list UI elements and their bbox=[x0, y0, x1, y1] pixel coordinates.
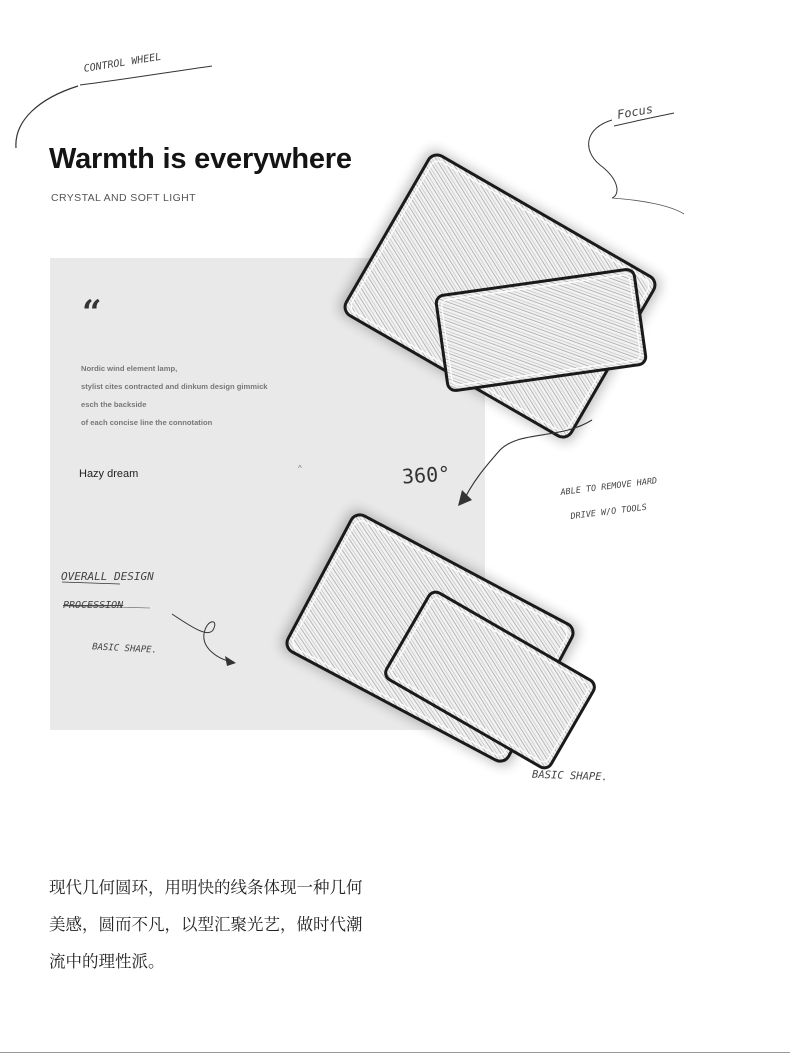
description-line: stylist cites contracted and dinkum design gimmick bbox=[81, 382, 268, 391]
basic-shape-bottom-note: BASIC SHAPE. bbox=[531, 768, 609, 784]
design-squiggle bbox=[172, 614, 234, 662]
rotation-arrowhead bbox=[458, 490, 472, 506]
body-line: 流中的理性派。 bbox=[49, 953, 165, 971]
description-line: esch the backside bbox=[81, 400, 147, 409]
page-subtitle: CRYSTAL AND SOFT LIGHT bbox=[51, 192, 196, 204]
remove-note-line1: ABLE TO REMOVE HARD bbox=[560, 476, 658, 498]
rotation-degrees: 360° bbox=[401, 461, 451, 489]
page-title: Warmth is everywhere bbox=[49, 143, 352, 175]
overall-design-note: OVERALL DESIGN bbox=[61, 570, 154, 583]
design-arrowhead bbox=[225, 656, 236, 666]
remove-note-line2: DRIVE W/O TOOLS bbox=[570, 502, 648, 522]
control-wheel-curve bbox=[16, 86, 78, 148]
description-line: of each concise line the connotation bbox=[81, 418, 213, 427]
body-line: 现代几何圆环，用明快的线条体现一种几何 bbox=[49, 879, 363, 897]
body-copy bbox=[49, 870, 363, 981]
basic-shape-left-note: BASIC SHAPE. bbox=[91, 642, 158, 656]
product-name: Hazy dream bbox=[79, 468, 139, 480]
quote-icon: “ bbox=[82, 293, 102, 333]
focus-curve bbox=[589, 120, 617, 198]
bottom-divider bbox=[0, 1052, 790, 1053]
procession-note: PROCESSION bbox=[63, 600, 124, 611]
product-description bbox=[81, 360, 268, 432]
description-line: Nordic wind element lamp, bbox=[81, 364, 178, 373]
body-line: 美感，圆而不凡，以型汇聚光艺，做时代潮 bbox=[49, 916, 363, 934]
control-wheel-note: CONTROL WHEEL bbox=[83, 51, 163, 75]
focus-note: Focus bbox=[616, 101, 655, 122]
caret-mark: ^ bbox=[298, 464, 302, 473]
focus-pointer bbox=[612, 198, 684, 214]
